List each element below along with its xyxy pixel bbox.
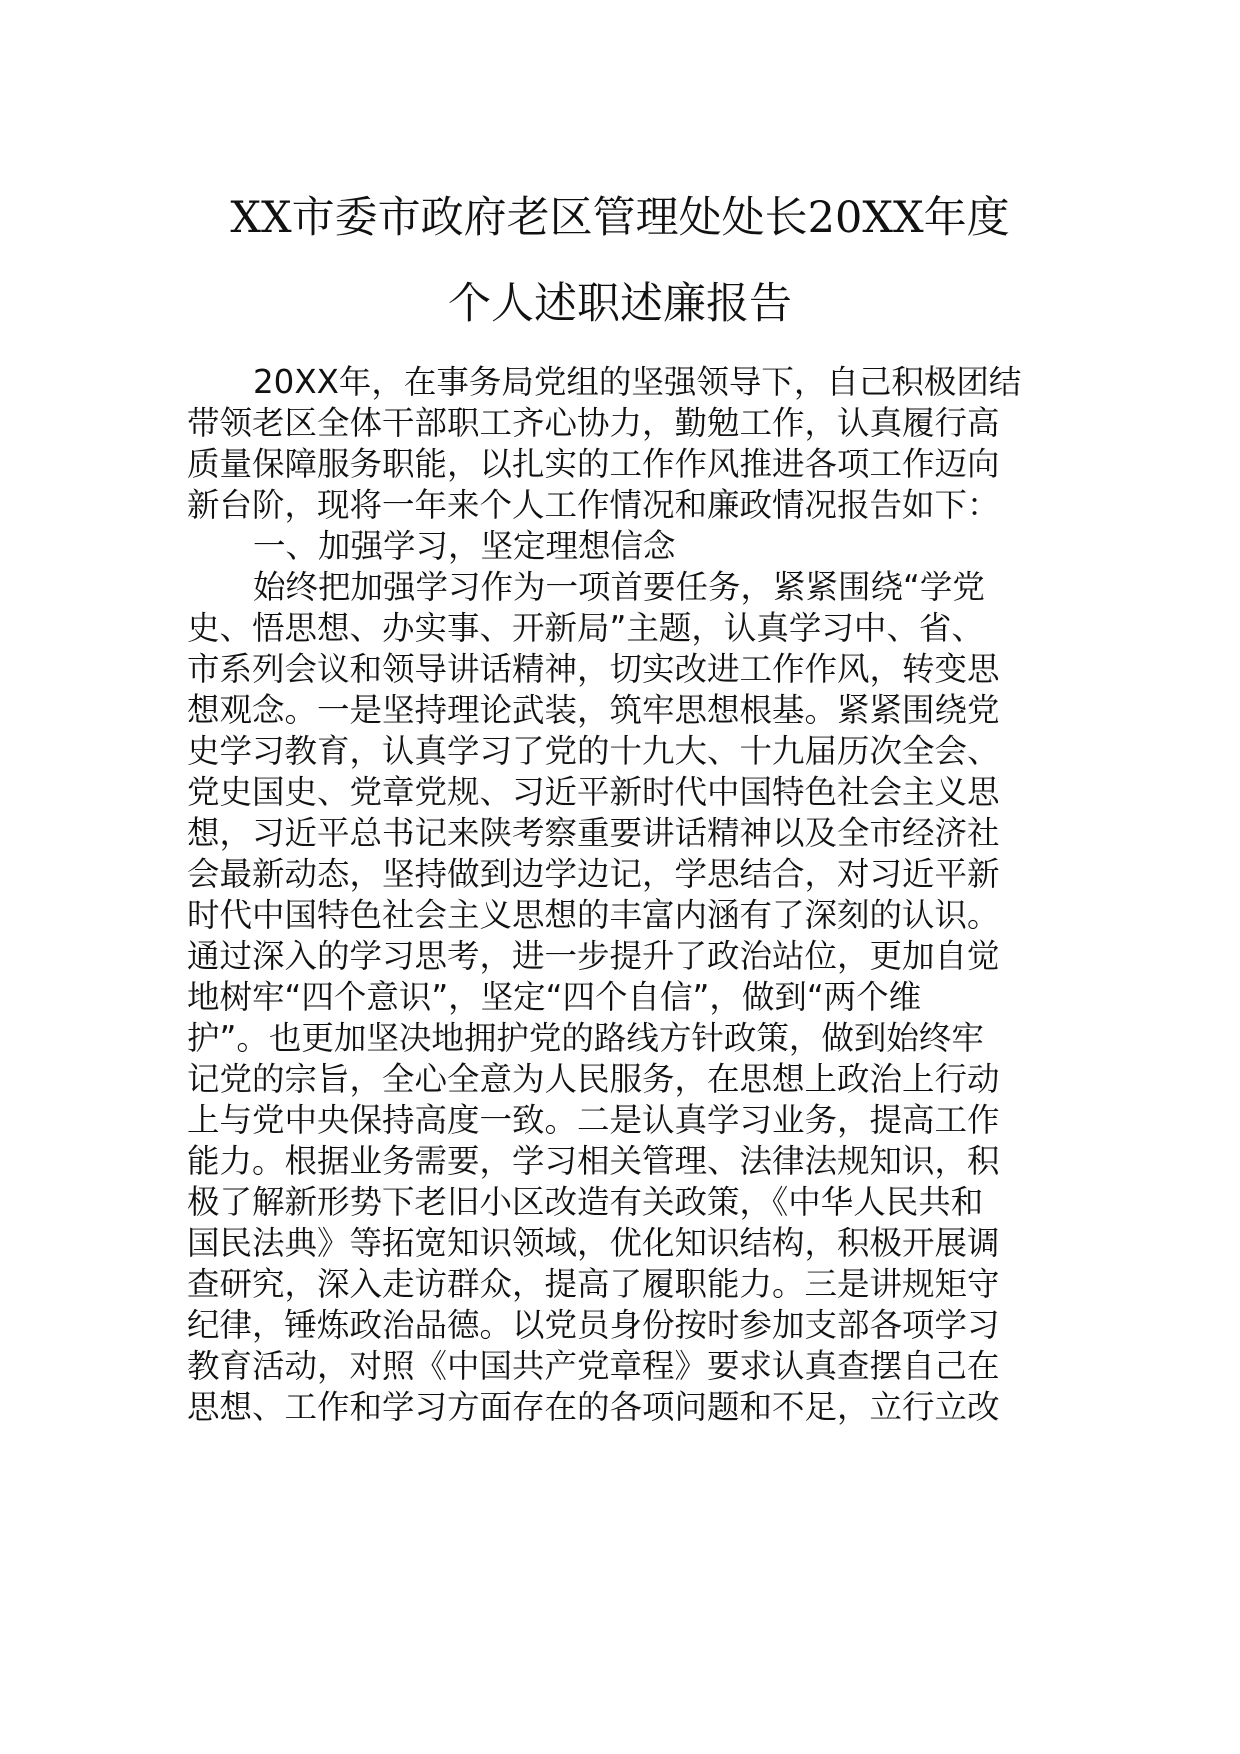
paragraph-line: 新台阶，现将一年来个人工作情况和廉政情况报告如下： [187,486,1000,524]
paragraph-line: 史学习教育，认真学习了党的十九大、十九届历次全会、 [187,732,1000,770]
document-title-line-1: XX市委市政府老区管理处处长20XX年度 [230,193,1010,243]
paragraph-line: 护”。也更加坚决地拥护党的路线方针政策，做到始终牢 [187,1019,984,1057]
paragraph-line: 上与党中央保持高度一致。二是认真学习业务，提高工作 [187,1101,1000,1139]
paragraph-line: 时代中国特色社会主义思想的丰富内涵有了深刻的认识。 [187,896,1000,934]
paragraph-line: 20XX年，在事务局党组的坚强领导下，自己积极团结 [253,363,1022,401]
document-title-line-2: 个人述职述廉报告 [448,279,792,329]
paragraph-line: 通过深入的学习思考，进一步提升了政治站位，更加自觉 [187,937,1000,975]
section-heading: 一、加强学习，坚定理想信念 [253,527,676,565]
paragraph-line: 能力。根据业务需要，学习相关管理、法律法规知识，积 [187,1142,1000,1180]
paragraph-line: 市系列会议和领导讲话精神，切实改进工作作风，转变思 [187,650,1000,688]
paragraph-line: 记党的宗旨，全心全意为人民服务，在思想上政治上行动 [187,1060,1000,1098]
paragraph-line: 会最新动态，坚持做到边学边记，学思结合，对习近平新 [187,855,1000,893]
paragraph-line: 教育活动，对照《中国共产党章程》要求认真查摆自己在 [187,1347,1000,1385]
paragraph-line: 极了解新形势下老旧小区改造有关政策，《中华人民共和 [187,1183,984,1221]
paragraph-line: 国民法典》等拓宽知识领域，优化知识结构，积极开展调 [187,1224,1000,1262]
paragraph-line: 纪律，锤炼政治品德。以党员身份按时参加支部各项学习 [187,1306,1000,1344]
paragraph-line: 想，习近平总书记来陕考察重要讲话精神以及全市经济社 [187,814,1000,852]
paragraph-line: 地树牢“四个意识”，坚定“四个自信”，做到“两个维 [187,978,922,1016]
paragraph-line: 史、悟思想、办实事、开新局”主题，认真学习中、省、 [187,609,984,647]
paragraph-line: 查研究，深入走访群众，提高了履职能力。三是讲规矩守 [187,1265,1000,1303]
paragraph-line: 质量保障服务职能，以扎实的工作作风推进各项工作迈向 [187,445,1000,483]
paragraph-line: 带领老区全体干部职工齐心协力，勤勉工作，认真履行高 [187,404,1000,442]
paragraph-line: 想观念。一是坚持理论武装，筑牢思想根基。紧紧围绕党 [187,691,1000,729]
paragraph-line: 思想、工作和学习方面存在的各项问题和不足，立行立改 [187,1388,1000,1426]
paragraph-line: 党史国史、党章党规、习近平新时代中国特色社会主义思 [187,773,1000,811]
paragraph-line: 始终把加强学习作为一项首要任务，紧紧围绕“学党 [253,568,985,606]
